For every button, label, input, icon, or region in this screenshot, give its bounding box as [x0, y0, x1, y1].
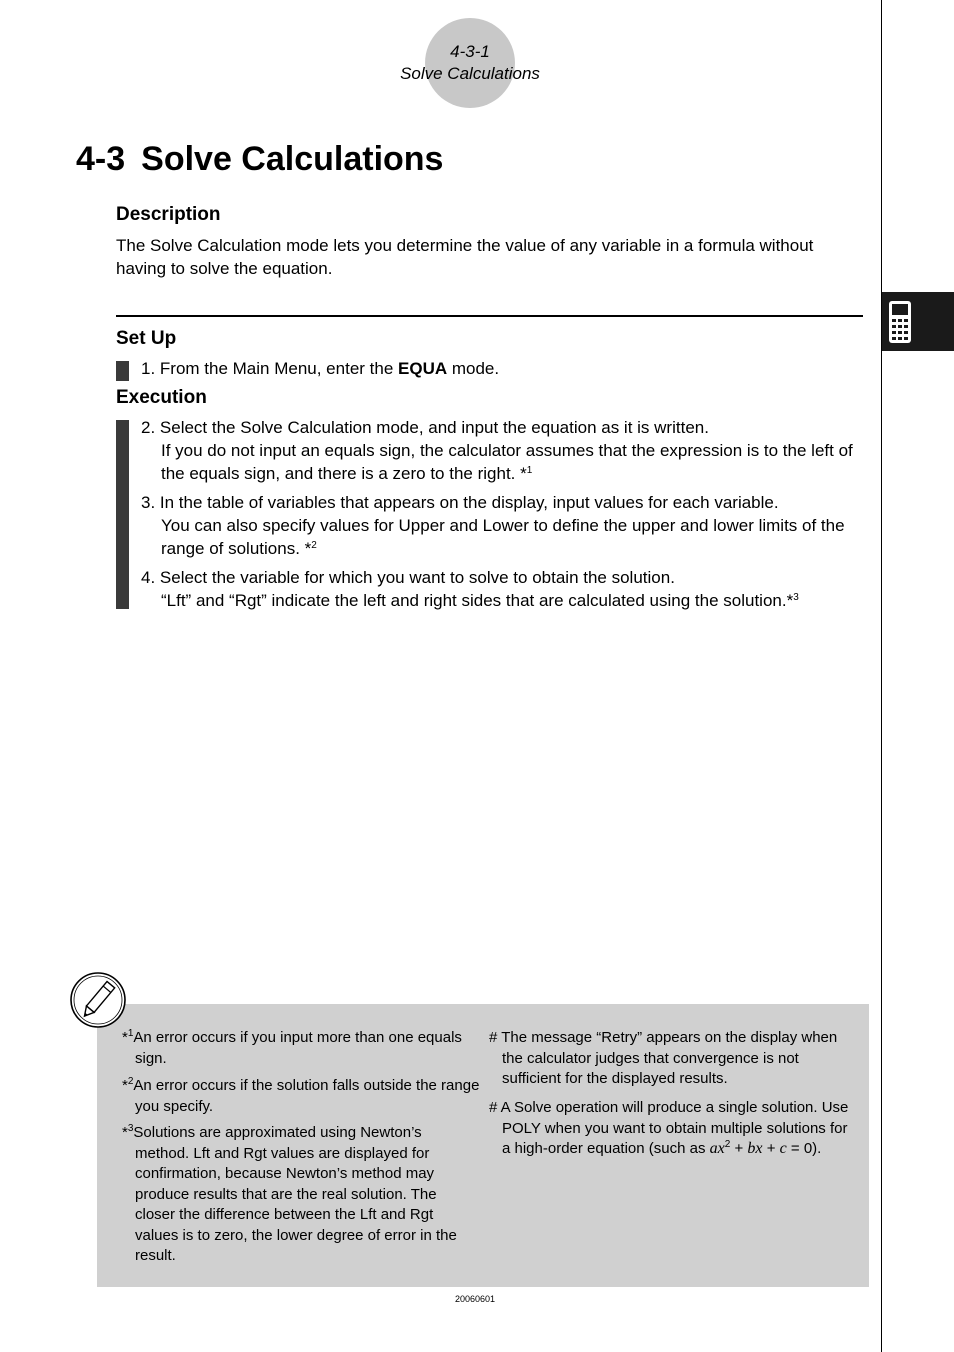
footer-code: 20060601: [454, 1294, 496, 1304]
formula-a: ax: [709, 1140, 725, 1157]
section-number: 4-3-1: [450, 42, 490, 61]
footnote-3: *$^3$Solutions are approximated using Newton’s method. Lft and Rgt values are displayed for confirmation, because Newton’s method may produce results that are the real solution. The closer the difference between the Lft and Rgt values is to zero, the lower degree of error in the result.: [122, 1123, 457, 1264]
execution-bar: [116, 420, 129, 609]
section-running-title: Solve Calculations: [400, 64, 540, 83]
step1-prefix: 1. From the Main Menu, enter the: [141, 359, 399, 378]
step1-mode: EQUA: [398, 359, 448, 378]
page-title: [76, 140, 443, 179]
chapter-tab: [882, 292, 954, 351]
footnote-2: *$^2$An error occurs if the solution falls outside the range you specify.: [122, 1076, 480, 1115]
step2-detail: If you do not input an equals sign, the calculator assumes that the expression is to the left of the equals sign, and there is a zero to the right. *$^1$: [161, 441, 853, 483]
step2-line1: 2. Select the Solve Calculation mode, and input the equation as it is written.: [141, 418, 709, 437]
setup-heading: Set Up: [116, 328, 177, 349]
footnote-1: *$^1$An error occurs if you input more than one equals sign.: [122, 1028, 462, 1067]
hint-retry: # The message “Retry” appears on the display when the calculator judges that convergence is not sufficient for the displayed results.: [489, 1029, 838, 1087]
setup-step-1: [141, 357, 866, 380]
footnote-ref-2: 2: [311, 540, 317, 551]
step1-suffix: mode.: [447, 359, 500, 378]
formula-c: c: [779, 1140, 787, 1157]
formula-b: bx: [747, 1140, 763, 1157]
step4-line1: 4. Select the variable for which you want to solve to obtain the solution.: [141, 568, 675, 587]
step3-line1: 3. In the table of variables that appears on the display, input values for each variable.: [141, 493, 779, 512]
calculator-icon: [888, 300, 912, 344]
notes-panel: [97, 1004, 869, 1287]
execution-heading: Execution: [116, 387, 207, 408]
hint-poly: # A Solve operation will produce a single solution. Use POLY when you want to obtain multiple solutions for a high-order equation (such as $ax^2$ + bx + c = 0).: [489, 1099, 849, 1157]
divider: [116, 315, 863, 317]
chapter-title: Solve Calculations: [141, 140, 444, 178]
chapter-number: 4-3: [76, 140, 126, 178]
footnote-ref-1: 1: [526, 465, 533, 476]
execution-step-4: [141, 566, 866, 612]
footnote-ref-3: 3: [793, 592, 799, 603]
description-text: The Solve Calculation mode lets you determine the value of any variable in a formula without having to solve the equation.: [116, 236, 814, 278]
execution-step-2: [141, 416, 866, 485]
page-margin-line: [881, 0, 882, 1352]
step4-detail: “Lft” and “Rgt” indicate the left and right sides that are calculated using the solution.*$^3$: [161, 591, 799, 610]
header-circle: [425, 18, 515, 108]
step3-detail: You can also specify values for Upper and Lower to define the upper and lower limits of the range of solutions. *$^2$: [161, 516, 845, 558]
description-heading: Description: [116, 204, 221, 225]
pencil-icon: [70, 972, 126, 1028]
execution-step-3: [141, 491, 866, 560]
setup-bar: [116, 361, 129, 381]
